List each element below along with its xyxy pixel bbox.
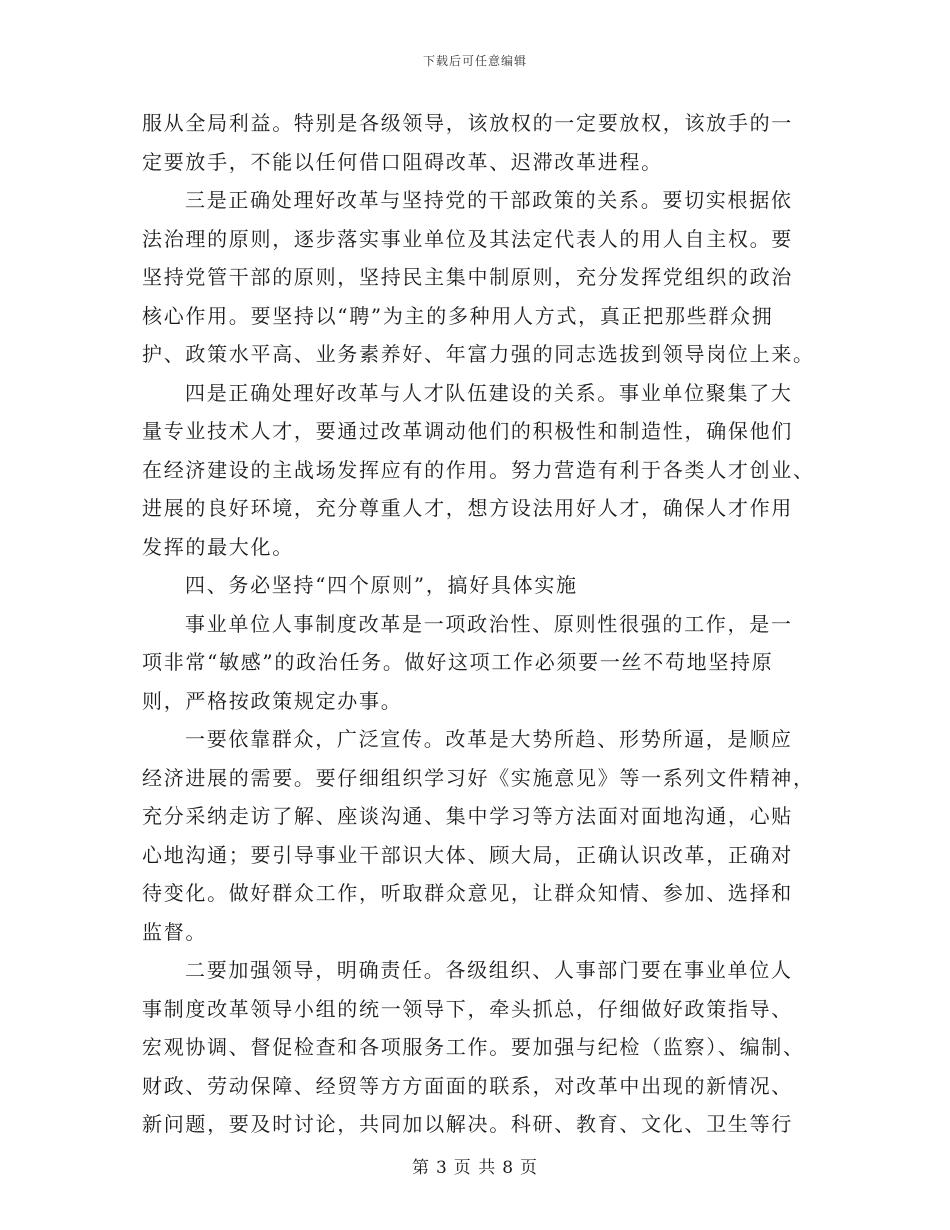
text-line: 心地沟通；要引导事业干部识大体、顾大局，正确认识改革，正确对 bbox=[142, 842, 793, 867]
footer-prefix: 第 bbox=[411, 1158, 430, 1178]
text-line: 事制度改革领导小组的统一领导下，牵头抓总，仔细做好政策指导、 bbox=[142, 996, 793, 1021]
section-heading: 四、务必坚持“四个原则”，搞好具体实施 bbox=[185, 573, 578, 597]
text-line: 一要依靠群众，广泛宣传。改革是大势所趋、形势所逼，是顺应 bbox=[185, 727, 793, 751]
text-line: 项非常“敏感”的政治任务。做好这项工作必须要一丝不苟地坚持原 bbox=[142, 650, 774, 674]
text-line: 经济进展的需要。要仔细组织学习好《实施意见》等一系列文件精神， bbox=[142, 765, 815, 790]
text-line: 二要加强领导，明确责任。各级组织、人事部门要在事业单位人 bbox=[185, 958, 793, 982]
text-line: 宏观协调、督促检查和各项服务工作。要加强与纪检（监察）、编制、 bbox=[142, 1035, 805, 1059]
text-line: 坚持党管干部的原则，坚持民主集中制原则，充分发挥党组织的政治 bbox=[142, 265, 793, 289]
text-line: 法治理的原则，逐步落实事业单位及其法定代表人的用人自主权。要 bbox=[142, 226, 793, 251]
document-body bbox=[142, 104, 815, 1144]
text-line: 事业单位人事制度改革是一项政治性、原则性很强的工作，是一 bbox=[185, 611, 793, 636]
page-footer bbox=[0, 1153, 950, 1178]
text-line: 则，严格按政策规定办事。 bbox=[142, 688, 403, 713]
text-line: 在经济建设的主战场发挥应有的作用。努力营造有利于各类人才创业、 bbox=[142, 457, 815, 482]
text-line: 四是正确处理好改革与人才队伍建设的关系。事业单位聚集了大 bbox=[185, 380, 793, 405]
text-line: 护、政策水平高、业务素养好、年富力强的同志选拔到领导岗位上来。 bbox=[142, 342, 815, 366]
text-line: 充分采纳走访了解、座谈沟通、集中学习等方法面对面地沟通，心贴 bbox=[142, 804, 793, 828]
text-line: 服从全局利益。特别是各级领导，该放权的一定要放权，该放手的一 bbox=[142, 111, 793, 135]
text-line: 定要放手，不能以任何借口阻碍改革、迟滞改革进程。 bbox=[142, 149, 663, 174]
text-line: 监督。 bbox=[142, 919, 208, 944]
text-line: 待变化。做好群众工作，听取群众意见，让群众知情、参加、选择和 bbox=[142, 881, 793, 905]
text-line: 进展的良好环境，充分尊重人才，想方设法用好人才，确保人才作用 bbox=[142, 496, 793, 520]
text-line: 三是正确处理好改革与坚持党的干部政策的关系。要切实根据依 bbox=[185, 188, 793, 212]
text-line: 发挥的最大化。 bbox=[142, 534, 294, 559]
total-pages-number: 8 bbox=[502, 1158, 515, 1178]
text-line: 核心作用。要坚持以“聘”为主的多种用人方式，真正把那些群众拥 bbox=[142, 303, 774, 328]
footer-suffix: 页 bbox=[520, 1158, 539, 1178]
current-page-number: 3 bbox=[435, 1158, 448, 1178]
page-header: 下载后可任意编辑 bbox=[422, 54, 527, 68]
text-line: 财政、劳动保障、经贸等方方面面的联系，对改革中出现的新情况、 bbox=[142, 1073, 793, 1098]
text-line: 新问题，要及时讨论，共同加以解决。科研、教育、文化、卫生等行 bbox=[142, 1112, 793, 1136]
footer-middle: 页 共 bbox=[453, 1158, 497, 1178]
text-line: 量专业技术人才，要通过改革调动他们的积极性和制造性，确保他们 bbox=[142, 419, 793, 443]
